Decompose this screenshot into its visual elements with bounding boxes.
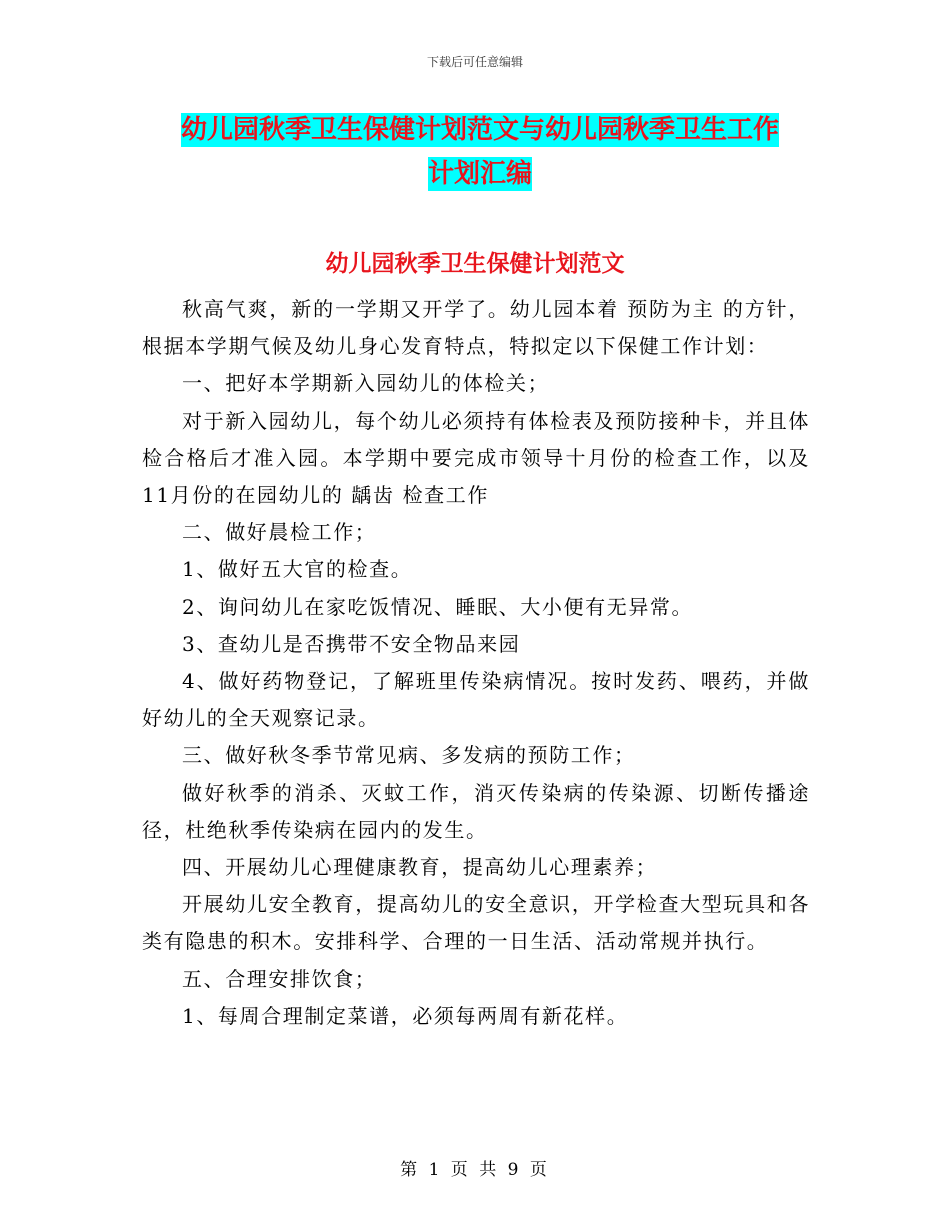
paragraph: 三、做好秋冬季节常见病、多发病的预防工作； bbox=[182, 743, 636, 768]
paragraph: 开展幼儿安全教育，提高幼儿的安全意识，开学检查大型玩具和各类有隐患的积木。安排科学、合理的一日生活、活动常规并执行。 bbox=[142, 892, 810, 954]
header-note: 下载后可任意编辑 bbox=[426, 55, 523, 69]
paragraph: 对于新入园幼儿，每个幼儿必须持有体检表及预防接种卡，并且体检合格后才准入园。本学期中要完成市领导十月份的检查工作，以及11月份的在园幼儿的 龋齿 检查工作 bbox=[142, 408, 810, 508]
paragraph: 1、每周合理制定菜谱，必须每两周有新花样。 bbox=[182, 1003, 629, 1028]
main-title bbox=[140, 108, 820, 196]
paragraph: 四、开展幼儿心理健康教育，提高幼儿心理素养； bbox=[182, 855, 658, 880]
paragraph: 3、查幼儿是否携带不安全物品来园 bbox=[182, 631, 521, 656]
section-title: 幼儿园秋季卫生保健计划范文 bbox=[325, 251, 625, 277]
paragraph: 五、合理安排饮食； bbox=[182, 966, 377, 991]
main-title-line1: 幼儿园秋季卫生保健计划范文与幼儿园秋季卫生工作 bbox=[180, 115, 779, 145]
paragraph: 秋高气爽，新的一学期又开学了。幼儿园本着 预防为主 的方针，根据本学期气候及幼儿身心发育特点，特拟定以下保健工作计划： bbox=[142, 297, 810, 359]
paragraph: 二、做好晨检工作； bbox=[182, 520, 377, 545]
paragraph: 2、询问幼儿在家吃饭情况、睡眠、大小便有无异常。 bbox=[182, 594, 694, 619]
paragraph: 1、做好五大官的检查。 bbox=[182, 557, 413, 582]
paragraph: 4、做好药物登记，了解班里传染病情况。按时发药、喂药，并做好幼儿的全天观察记录。 bbox=[142, 669, 810, 731]
paragraph: 做好秋季的消杀、灭蚊工作，消灭传染病的传染源、切断传播途径，杜绝秋季传染病在园内的发生。 bbox=[142, 780, 810, 842]
main-title-line2: 计划汇编 bbox=[427, 159, 532, 189]
page-footer: 第 1 页 共 9 页 bbox=[400, 1160, 550, 1180]
body-text bbox=[142, 291, 810, 1035]
paragraph: 一、把好本学期新入园幼儿的体检关； bbox=[182, 371, 550, 396]
